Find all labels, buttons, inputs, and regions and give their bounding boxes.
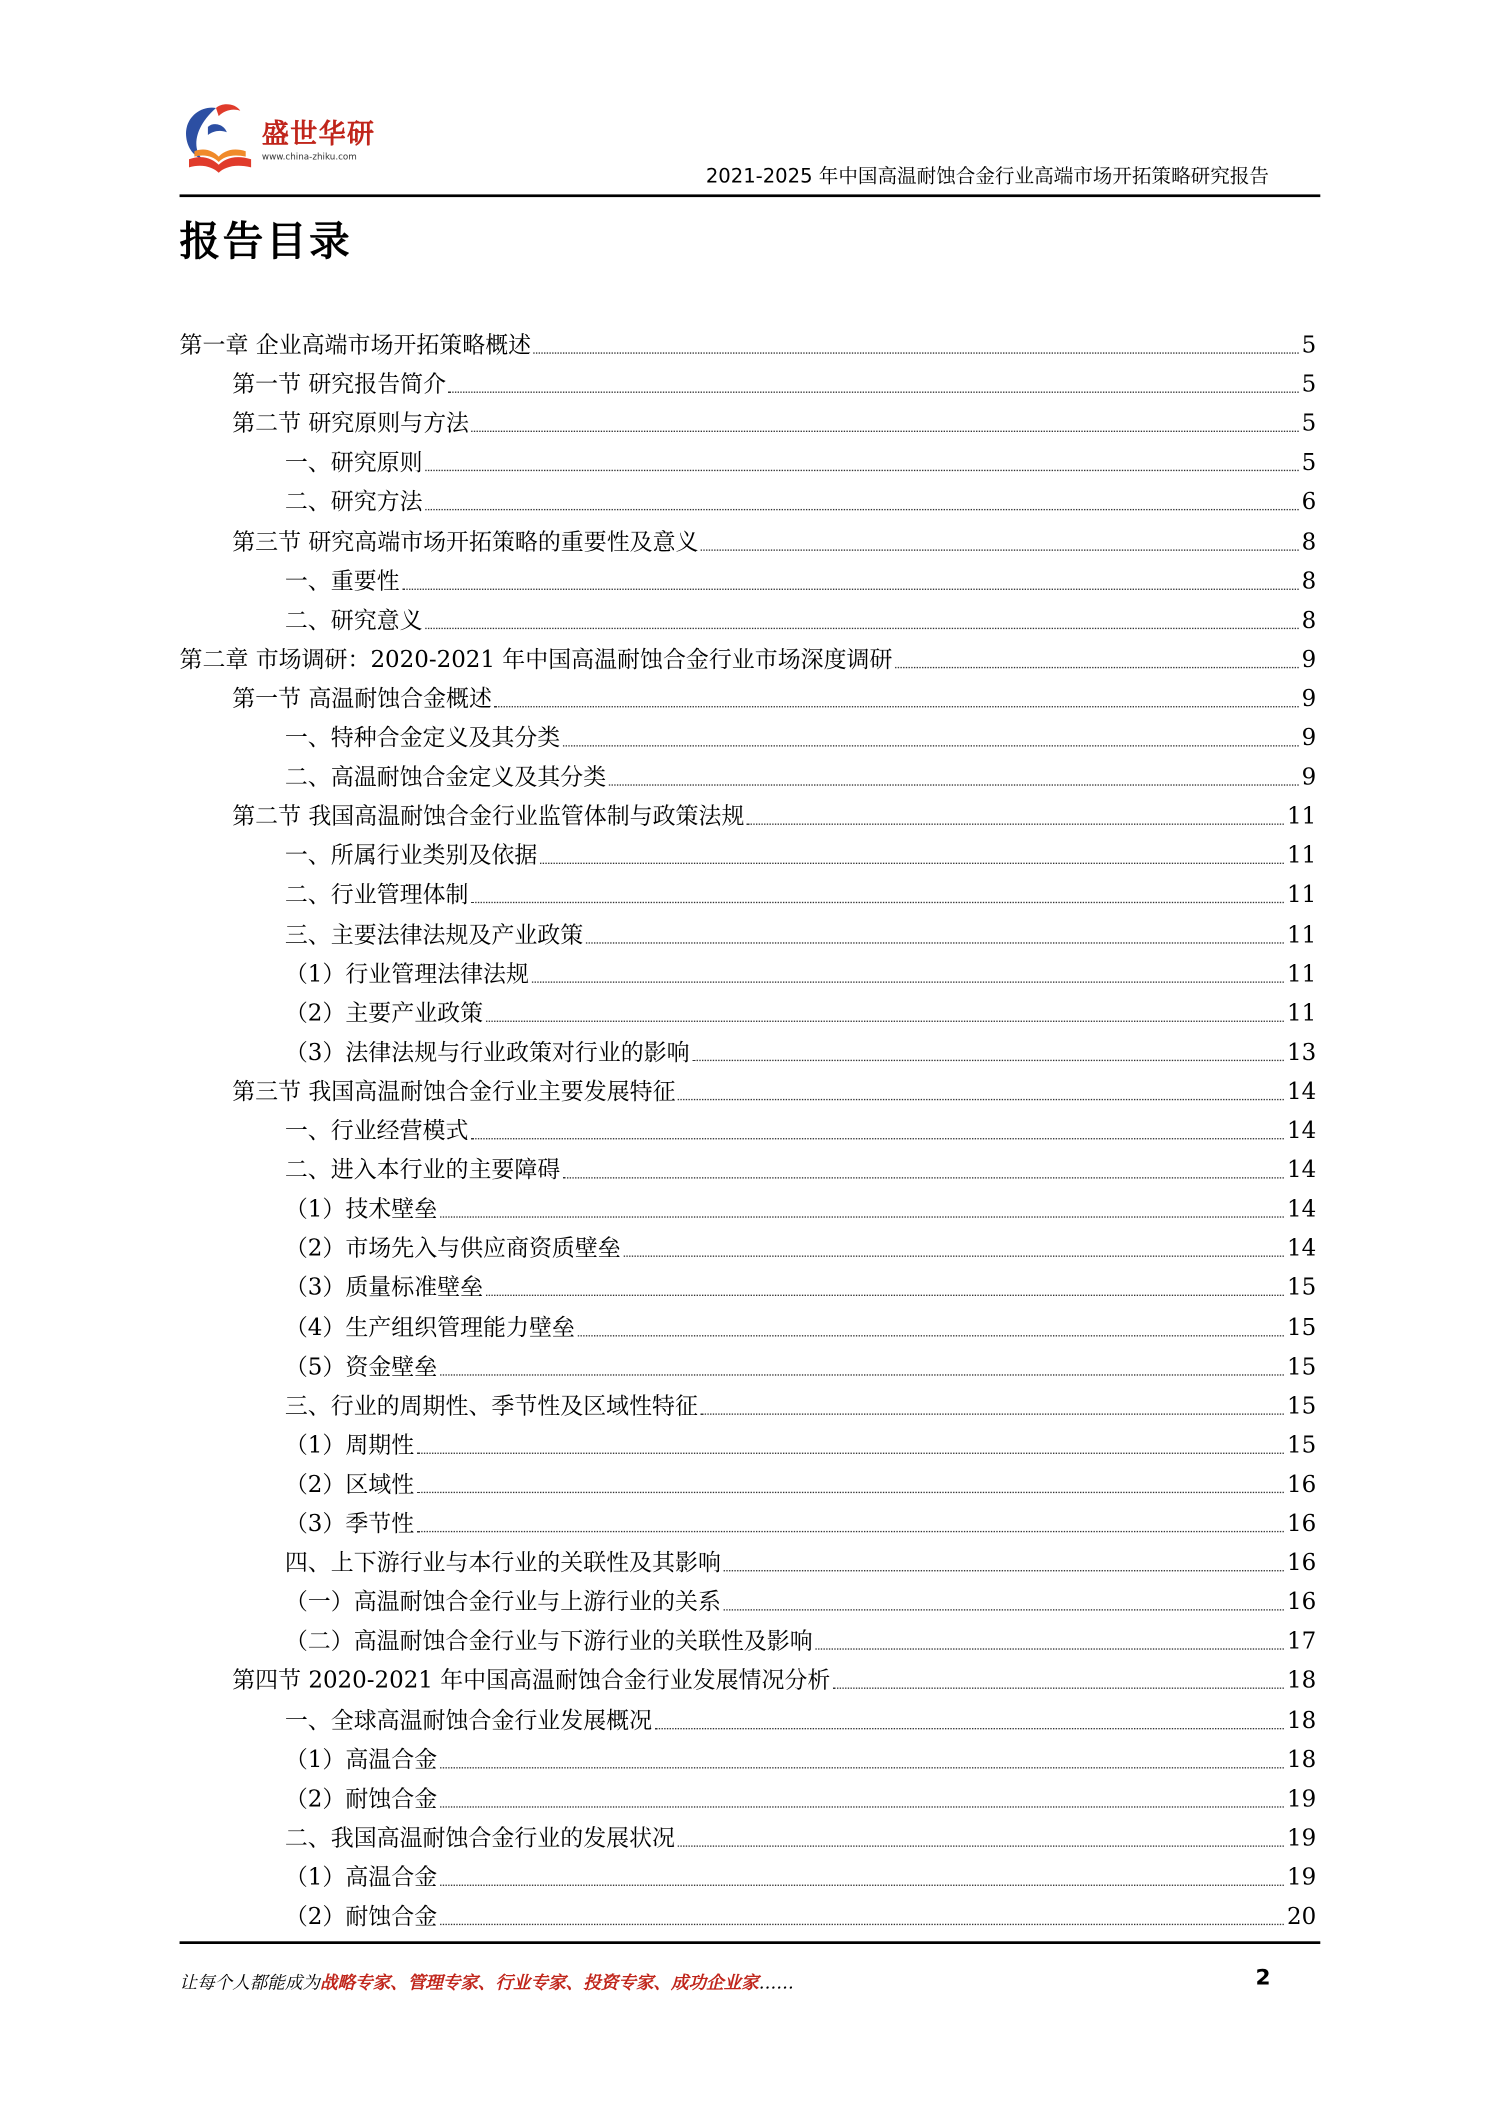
toc-dot-leader	[471, 902, 1284, 903]
toc-entry-label: （1）行业管理法律法规	[284, 960, 529, 988]
toc-dot-leader	[440, 1924, 1284, 1925]
toc-entry[interactable]	[285, 1424, 1316, 1463]
toc-entry-page: 11	[1287, 882, 1317, 910]
toc-entry[interactable]	[285, 953, 1316, 992]
toc-entry-label: 三、行业的周期性、季节性及区域性特征	[284, 1392, 698, 1420]
toc-entry-page: 5	[1301, 332, 1317, 360]
toc-entry-label: 四、上下游行业与本行业的关联性及其影响	[284, 1549, 721, 1577]
toc-entry-page: 15	[1287, 1392, 1317, 1420]
toc-entry-label: 第一节 高温耐蚀合金概述	[232, 685, 492, 713]
toc-dot-leader	[815, 1649, 1284, 1650]
toc-entry[interactable]	[285, 1738, 1316, 1777]
toc-dot-leader	[471, 1138, 1284, 1139]
toc-entry[interactable]	[232, 1660, 1316, 1699]
toc-entry-page: 9	[1301, 646, 1317, 674]
toc-entry[interactable]	[285, 1581, 1316, 1620]
toc-entry-page: 19	[1287, 1864, 1317, 1892]
toc-entry-label: 二、研究意义	[284, 607, 423, 635]
toc-entry-page: 16	[1287, 1471, 1317, 1499]
toc-entry[interactable]	[232, 403, 1316, 442]
toc-dot-leader	[486, 1020, 1285, 1021]
toc-entry[interactable]	[285, 1345, 1316, 1384]
toc-dot-leader	[532, 981, 1285, 982]
toc-entry-page: 14	[1287, 1157, 1317, 1185]
toc-entry[interactable]	[285, 835, 1316, 874]
toc-heading: 报告目录	[179, 218, 353, 266]
toc-entry[interactable]	[232, 520, 1316, 559]
toc-dot-leader	[425, 627, 1299, 628]
toc-entry-page: 15	[1287, 1353, 1317, 1381]
toc-entry-page: 14	[1287, 1235, 1317, 1263]
toc-entry[interactable]	[285, 442, 1316, 481]
toc-entry-page: 9	[1301, 764, 1317, 792]
toc-entry-page: 15	[1287, 1432, 1317, 1460]
toc-entry-label: 一、所属行业类别及依据	[284, 842, 538, 870]
toc-entry-label: （二）高温耐蚀合金行业与下游行业的关联性及影响	[284, 1628, 813, 1656]
page-header	[0, 0, 1485, 203]
toc-entry[interactable]	[285, 1542, 1316, 1581]
toc-entry[interactable]	[285, 717, 1316, 756]
toc-entry-label: （2）耐蚀合金	[284, 1785, 438, 1813]
toc-dot-leader	[440, 1806, 1284, 1807]
toc-entry-page: 11	[1287, 921, 1317, 949]
toc-entry-page: 14	[1287, 1117, 1317, 1145]
toc-dot-leader	[678, 1099, 1284, 1100]
toc-entry-page: 5	[1301, 410, 1317, 438]
toc-entry[interactable]	[285, 1110, 1316, 1149]
footer-slogan	[180, 1968, 794, 1994]
toc-entry-label: 一、特种合金定义及其分类	[284, 724, 561, 752]
toc-entry-label: （1）高温合金	[284, 1746, 438, 1774]
toc-dot-leader	[833, 1688, 1284, 1689]
toc-entry-label: （3）法律法规与行业政策对行业的影响	[284, 1039, 690, 1067]
toc-dot-leader	[701, 549, 1299, 550]
toc-dot-leader	[563, 745, 1299, 746]
toc-entry-label: （1）高温合金	[284, 1864, 438, 1892]
toc-entry-label: 二、进入本行业的主要障碍	[284, 1157, 561, 1185]
toc-entry[interactable]	[285, 756, 1316, 795]
toc-dot-leader	[655, 1727, 1285, 1728]
toc-entry-page: 17	[1287, 1628, 1317, 1656]
toc-dot-leader	[586, 942, 1284, 943]
toc-dot-leader	[402, 588, 1299, 589]
toc-entry-label: （3）季节性	[284, 1510, 415, 1538]
toc-entry-page: 11	[1287, 803, 1317, 831]
toc-entry-label: （2）市场先入与供应商资质壁垒	[284, 1235, 621, 1263]
toc-dot-leader	[534, 352, 1299, 353]
toc-entry-label: 二、研究方法	[284, 489, 423, 517]
toc-entry-page: 14	[1287, 1196, 1317, 1224]
toc-entry-label: 第一章 企业高端市场开拓策略概述	[179, 332, 532, 360]
toc-dot-leader	[895, 667, 1299, 668]
header-divider	[180, 194, 1321, 197]
toc-entry-page: 9	[1301, 685, 1317, 713]
toc-entry-label: 一、研究原则	[284, 449, 423, 477]
page-number: 2	[1255, 1964, 1271, 1990]
toc-dot-leader	[678, 1845, 1285, 1846]
toc-dot-leader	[609, 784, 1299, 785]
toc-entry-page: 16	[1287, 1510, 1317, 1538]
toc-entry-label: 一、全球高温耐蚀合金行业发展概况	[284, 1707, 653, 1735]
toc-entry-label: 第二章 市场调研：2020-2021 年中国高温耐蚀合金行业市场深度调研	[179, 646, 893, 674]
toc-entry[interactable]	[232, 678, 1316, 717]
toc-dot-leader	[486, 1295, 1285, 1296]
slogan-suffix: ……	[758, 1973, 794, 1994]
toc-entry[interactable]	[285, 1031, 1316, 1070]
toc-entry-page: 19	[1287, 1824, 1317, 1852]
toc-entry-label: （1）技术壁垒	[284, 1196, 438, 1224]
toc-entry-page: 16	[1287, 1589, 1317, 1617]
toc-entry[interactable]	[285, 992, 1316, 1031]
toc-entry[interactable]	[180, 638, 1317, 677]
toc-entry[interactable]	[285, 481, 1316, 520]
toc-entry-page: 8	[1301, 567, 1317, 595]
toc-entry-label: 二、高温耐蚀合金定义及其分类	[284, 764, 607, 792]
toc-entry[interactable]	[285, 1463, 1316, 1502]
toc-dot-leader	[623, 1256, 1284, 1257]
toc-dot-leader	[440, 1217, 1284, 1218]
toc-entry[interactable]	[285, 1856, 1316, 1895]
logo-url: www.china-zhiku.com	[261, 151, 357, 162]
toc-entry-page: 6	[1301, 489, 1317, 517]
slogan-prefix: 让每个人都能成为	[179, 1973, 320, 1994]
toc-dot-leader	[440, 1884, 1284, 1885]
toc-entry-label: （4）生产组织管理能力壁垒	[284, 1314, 575, 1342]
toc-dot-leader	[440, 1374, 1284, 1375]
toc-entry-page: 8	[1301, 528, 1317, 556]
toc-entry-label: 二、行业管理体制	[284, 882, 469, 910]
toc-dot-leader	[701, 1413, 1285, 1414]
toc-entry-label: （3）质量标准壁垒	[284, 1274, 484, 1302]
toc-entry-page: 11	[1287, 999, 1317, 1027]
toc-entry-label: 三、主要法律法规及产业政策	[284, 921, 584, 949]
toc-entry[interactable]	[285, 599, 1316, 638]
toc-entry-label: （5）资金壁垒	[284, 1353, 438, 1381]
footer-divider	[180, 1941, 1321, 1944]
toc-entry-label: （2）主要产业政策	[284, 999, 484, 1027]
toc-dot-leader	[425, 470, 1299, 471]
toc-entry-label: 第二节 研究原则与方法	[232, 410, 469, 438]
toc-dot-leader	[692, 1059, 1284, 1060]
toc-entry[interactable]	[285, 1503, 1316, 1542]
toc-entry[interactable]	[285, 1620, 1316, 1659]
toc-entry[interactable]	[285, 874, 1316, 913]
slogan-highlight: 战略专家、管理专家、行业专家、投资专家、成功企业家	[319, 1973, 759, 1994]
toc-entry-label: （2）区域性	[284, 1471, 415, 1499]
toc-entry[interactable]	[285, 913, 1316, 952]
toc-entry-page: 18	[1287, 1707, 1317, 1735]
toc-entry-page: 18	[1287, 1667, 1317, 1695]
toc-entry-page: 5	[1301, 449, 1317, 477]
toc-entry-label: 第一节 研究报告简介	[232, 371, 447, 399]
toc-entry-label: 第四节 2020-2021 年中国高温耐蚀合金行业发展情况分析	[232, 1667, 831, 1695]
toc-entry-page: 11	[1287, 960, 1317, 988]
toc-entry[interactable]	[285, 560, 1316, 599]
toc-dot-leader	[563, 1177, 1284, 1178]
toc-dot-leader	[425, 509, 1299, 510]
toc-entry[interactable]	[285, 1778, 1316, 1817]
toc-dot-leader	[747, 824, 1284, 825]
toc-entry-label: （2）耐蚀合金	[284, 1903, 438, 1931]
toc-entry-page: 11	[1287, 842, 1317, 870]
toc-entry-label: 一、重要性	[284, 567, 400, 595]
toc-entry-label: 第三节 我国高温耐蚀合金行业主要发展特征	[232, 1078, 676, 1106]
toc-entry[interactable]	[232, 363, 1316, 402]
company-logo	[176, 100, 392, 184]
toc-entry[interactable]	[285, 1699, 1316, 1738]
toc-entry[interactable]	[285, 1228, 1316, 1267]
toc-dot-leader	[472, 431, 1299, 432]
toc-dot-leader	[417, 1492, 1284, 1493]
toc-entry-page: 8	[1301, 607, 1317, 635]
toc-dot-leader	[449, 392, 1299, 393]
toc-entry-label: 第三节 研究高端市场开拓策略的重要性及意义	[232, 528, 699, 556]
toc-dot-leader	[724, 1570, 1285, 1571]
toc-entry[interactable]	[285, 1267, 1316, 1306]
toc-entry-page: 15	[1287, 1274, 1317, 1302]
toc-entry-label: （一）高温耐蚀合金行业与上游行业的关系	[284, 1589, 721, 1617]
toc-dot-leader	[540, 863, 1284, 864]
toc-entry-page: 18	[1287, 1746, 1317, 1774]
toc-entry-page: 15	[1287, 1314, 1317, 1342]
toc-entry-page: 5	[1301, 371, 1317, 399]
toc-entry[interactable]	[285, 1385, 1316, 1424]
toc-entry-label: 二、我国高温耐蚀合金行业的发展状况	[284, 1824, 675, 1852]
toc-entry[interactable]	[285, 1306, 1316, 1345]
logo-text: 盛世华研	[261, 117, 376, 150]
toc-entry[interactable]	[285, 1149, 1316, 1188]
toc-entry[interactable]	[285, 1188, 1316, 1227]
toc-entry-page: 14	[1287, 1078, 1317, 1106]
toc-entry[interactable]	[180, 324, 1317, 363]
toc-dot-leader	[417, 1452, 1284, 1453]
toc-entry[interactable]	[232, 1070, 1316, 1109]
toc-entry-label: 第二节 我国高温耐蚀合金行业监管体制与政策法规	[232, 803, 745, 831]
toc-entry-page: 19	[1287, 1785, 1317, 1813]
toc-entry-page: 13	[1287, 1039, 1317, 1067]
book-logo-icon	[176, 100, 262, 184]
toc-entry[interactable]	[232, 795, 1316, 834]
toc-entry-page: 9	[1301, 724, 1317, 752]
toc-dot-leader	[495, 706, 1299, 707]
toc-dot-leader	[578, 1334, 1285, 1335]
toc-entry[interactable]	[285, 1817, 1316, 1856]
toc-dot-leader	[417, 1531, 1284, 1532]
toc-entry[interactable]	[285, 1895, 1316, 1934]
report-title: 2021-2025 年中国高温耐蚀合金行业高端市场开拓策略研究报告	[705, 166, 1269, 188]
toc-entry-page: 20	[1287, 1903, 1317, 1931]
toc-entry-label: 一、行业经营模式	[284, 1117, 469, 1145]
toc-dot-leader	[724, 1609, 1285, 1610]
toc-dot-leader	[440, 1767, 1284, 1768]
toc-entry-label: （1）周期性	[284, 1432, 415, 1460]
toc-entry-page: 16	[1287, 1549, 1317, 1577]
